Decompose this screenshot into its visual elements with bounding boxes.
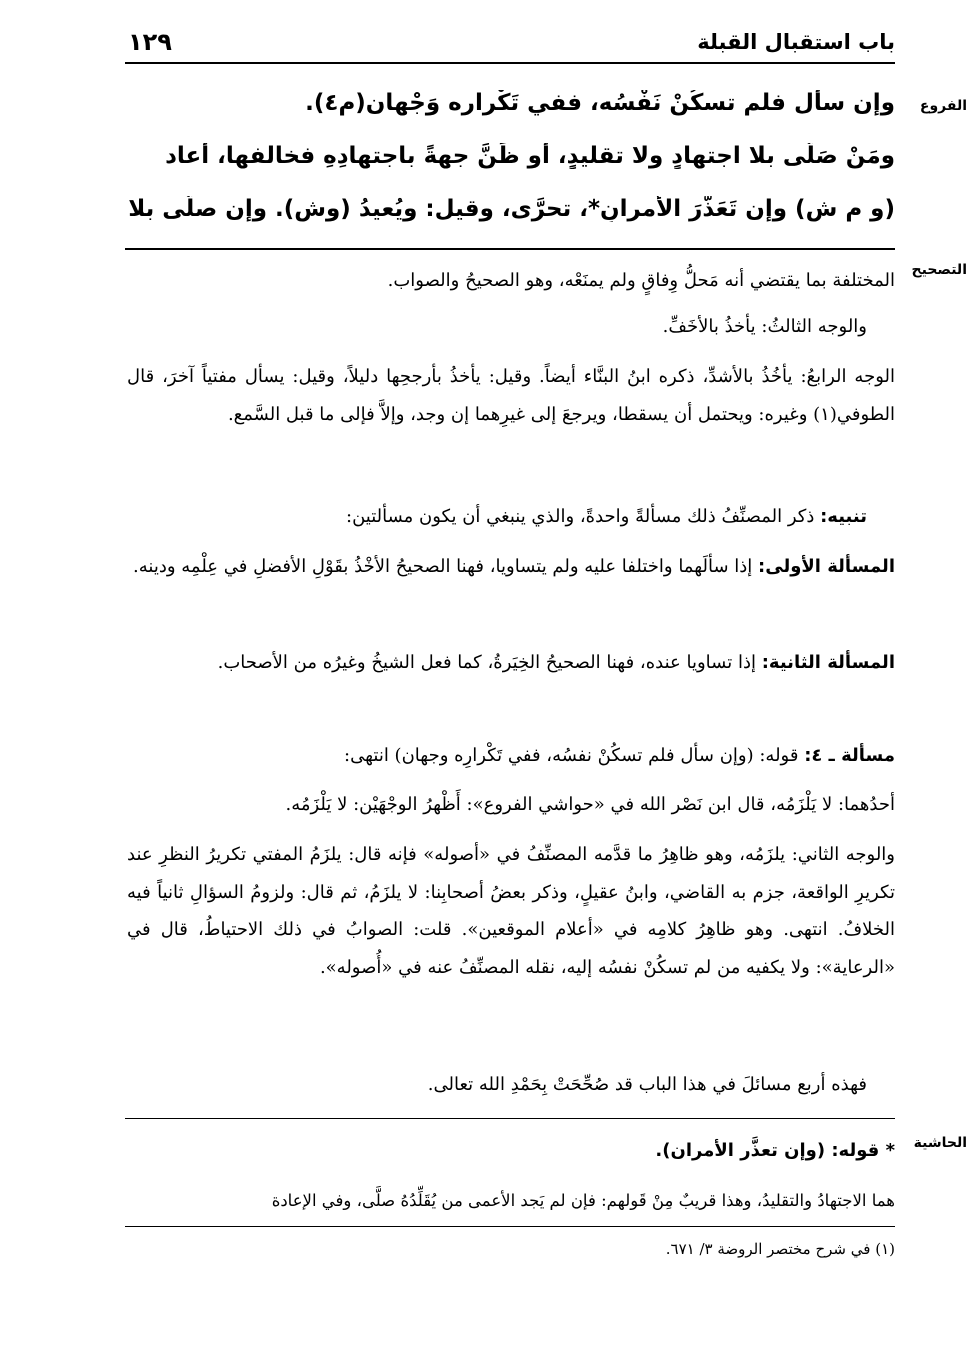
term-label: المسألة الأولى: <box>758 556 895 577</box>
paragraph: المختلفة بما يقتضي أنه مَحلُّ وِفاقٍ ولم يمنَعْه، وهو الصحيحُ والصواب. <box>387 270 895 291</box>
paragraph: الوجه الرابعُ: يأخُذُ بالأشدِّ، ذكره ابنُ البنَّاء أيضاً. وقيل: يأخذُ بأرجحِها دليلاً، وقيل: يسأل مفتياً آخرَ، قال الطوفي(١) وغيره: ويحتمل أن يسقطا، ويرجعَ إلى غيرِهما إن وجد، وإلاَّ فإلى ما قبل السَّمع. <box>127 366 895 425</box>
term-label: * قوله: (وإن تعذَّر الأمران). <box>655 1140 895 1161</box>
paragraph <box>127 737 895 775</box>
matn-line: (و م ش) وإن تَعَذَّرَ الأمرانِ*، تحرَّى، وقيل: ويُعيدُ (وش). وإن صلَّى بلا <box>128 196 895 222</box>
side-label-tashih: التصحيح <box>911 262 967 278</box>
matn-block <box>127 88 895 248</box>
hashiya-rule <box>125 1226 895 1227</box>
paragraph-text: إذا تساويا عنده، فهنا الصحيحُ الخِيَرةُ، كما فعل الشيخُ وغيرُه من الأصحاب. <box>217 652 756 673</box>
paragraph: هما الاجتهادُ والتقليدُ، وهذا قريبٌ مِنْ قَولهم: فإن لم يَجد الأعمى من يُقَلِّدُهُ صلَّى، وفي الإعادة <box>271 1191 895 1210</box>
paragraph-text: إذا سألَهما واختلفا عليه ولم يتساويا، فهنا الصحيحُ الأخْذُ بقَوْلِ الأفضلِ في عِلْمِه ودينه. <box>133 556 753 577</box>
matn-line: وإن سأل فلم تسكُنْ نَفْسُه، ففي تَكْرارِه وَجْهان(م٤). <box>305 90 895 116</box>
term-label: تنبيه: <box>820 506 867 527</box>
matn-rule <box>125 248 895 250</box>
paragraph <box>127 644 895 682</box>
paragraph-text: قوله: (وإن سأل فلم تسكُنْ نفسُه، ففي تَكْرارِه وجهان) انتهى: <box>344 745 799 766</box>
chapter-title: باب استقبال القبلة <box>697 30 895 54</box>
side-label-furu: الفروع <box>919 98 967 114</box>
footnote: (١) في شرح مختصر الروضة ٣/ ٦٧١. <box>665 1240 895 1258</box>
paragraph <box>127 498 895 536</box>
term-label: مسألة ـ ٤: <box>804 745 895 766</box>
paragraph-text: ذكر المصنِّفُ ذلك مسألةً واحدةً، والذي ينبغي أن يكون مسألتين: <box>346 506 815 527</box>
header-rule <box>125 62 895 64</box>
paragraph <box>127 548 895 586</box>
paragraph: فهذه أربع مسائلَ في هذا الباب قد صُحِّحَتْ بِحَمْدِ الله تعالى. <box>427 1074 867 1095</box>
page-number: ١٢٩ <box>128 28 172 56</box>
matn-line: ومَنْ صَلَّى بلا اجتهادٍ ولا تقليدٍ، أو ظَنَّ جهةً باجتهادِهِ فخالفها، أعاد <box>165 143 895 169</box>
hashiya-block <box>127 1132 895 1222</box>
paragraph: أحدُهما: لا يَلْزَمُه، قال ابن نَصْر الله في «حواشي الفروع»: أَظْهرُ الوجْهَيْن: لا يَلْزَمُه. <box>285 794 895 815</box>
tashih-rule <box>125 1118 895 1119</box>
paragraph: والوجه الثاني: يلزَمُه، وهو ظاهِرُ ما قدَّمه المصنِّفُ في «أصوله» فإنه قال: يلزَمُ المفتي تكريرُ النظرِ عند تكريرِ الواقعة، جزم به القاضي، وابنُ عقيلٍ، وذكر بعضُ أصحابِنا: لا يلزَمُ، ثم قال: ولزومُ السؤالِ ثانياً فيه الخلافُ. انتهى. وهو ظاهِرُ كلامِه في «أعلام الموقعين». قلت: الصوابُ في ذلك الاحتياطُ، قال في «الرعاية»: ولا يكفيه من لم تسكُنْ نفسُه إليه، نقله المصنِّفُ عنه في «أُصوله». <box>127 844 895 978</box>
hashiya-heading <box>127 1132 895 1170</box>
term-label: المسألة الثانية: <box>761 652 895 673</box>
side-label-hashiya: الحاشية <box>913 1135 967 1151</box>
paragraph: والوجه الثالثُ: يأخذُ بالأخَفِّ. <box>662 316 867 337</box>
tashih-block <box>127 262 895 1122</box>
